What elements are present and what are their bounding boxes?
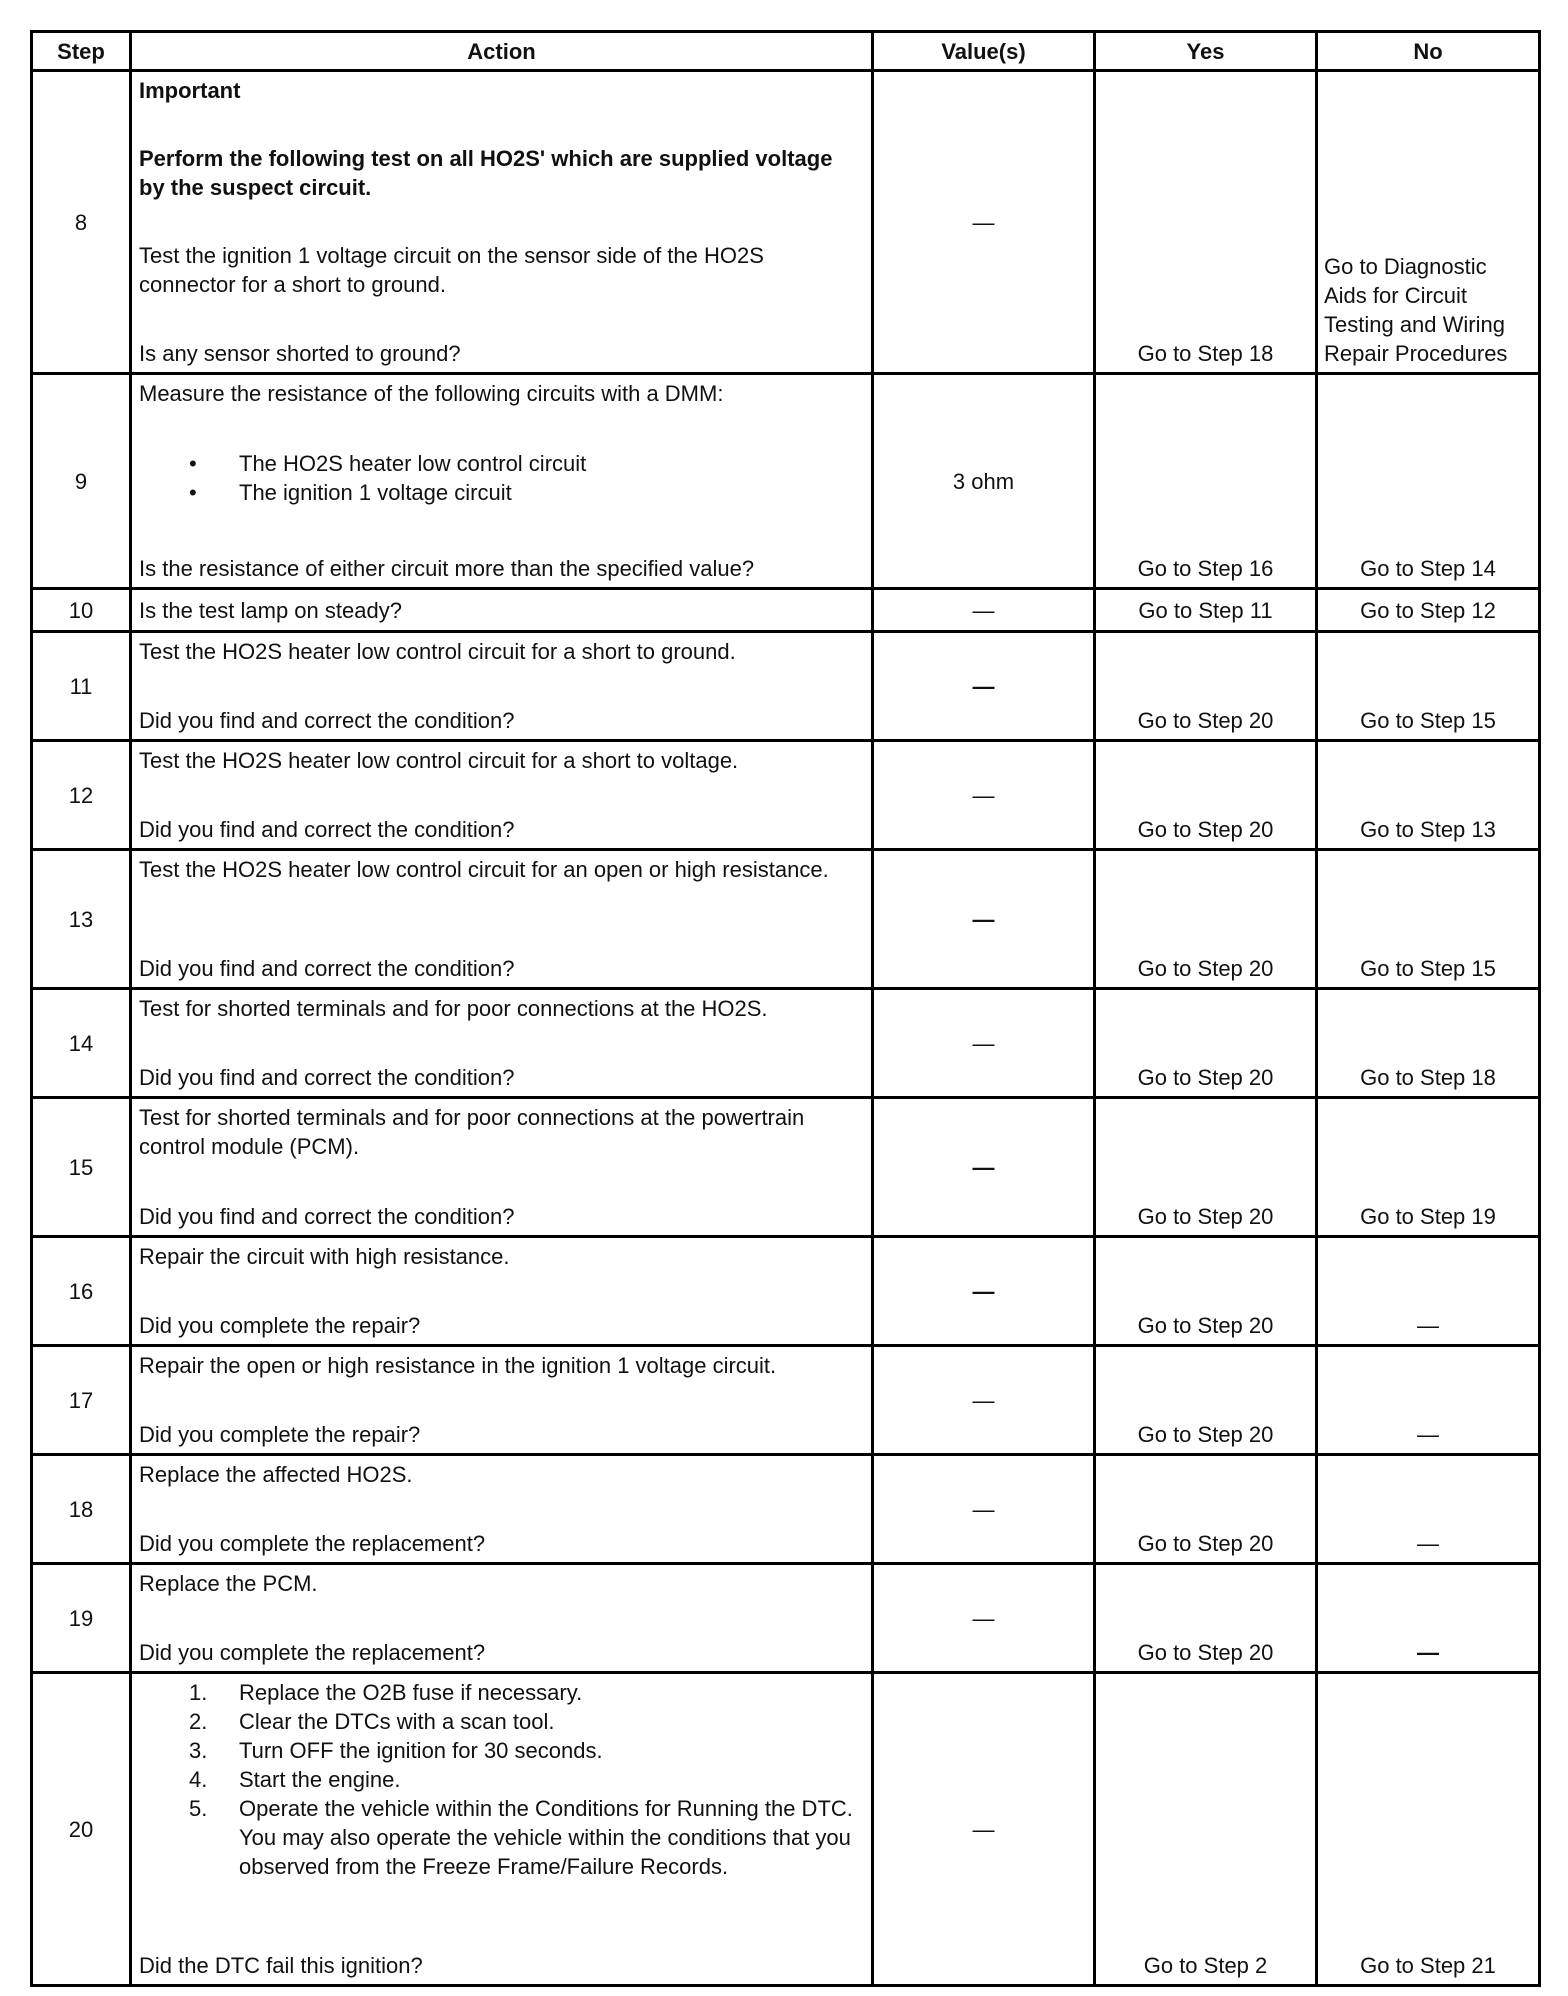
value-cell: —: [873, 589, 1095, 632]
action-instruction: Repair the circuit with high resistance.: [139, 1244, 510, 1269]
action-question: Is the test lamp on steady?: [139, 597, 402, 623]
yes-cell: Go to Step 20: [1095, 1455, 1317, 1564]
action-instruction: Test the HO2S heater low control circuit for a short to voltage.: [139, 748, 739, 773]
action-instruction: Test for shorted terminals and for poor connections at the powertrain control module (PCM).: [139, 1105, 805, 1159]
action-cell: [131, 589, 873, 632]
value-cell: —: [873, 1455, 1095, 1564]
step-number: 11: [32, 632, 131, 741]
no-cell: —: [1317, 1346, 1540, 1455]
action-cell: [131, 1237, 873, 1346]
step-number: 8: [32, 71, 131, 374]
no-cell: —: [1317, 1564, 1540, 1673]
yes-cell: Go to Step 20: [1095, 1346, 1317, 1455]
yes-cell: Go to Step 20: [1095, 1237, 1317, 1346]
no-cell: Go to Step 15: [1317, 632, 1540, 741]
yes-cell: Go to Step 20: [1095, 741, 1317, 850]
value-cell: —: [873, 1098, 1095, 1237]
no-cell: —: [1317, 1237, 1540, 1346]
important-note: Perform the following test on all HO2S' which are supplied voltage by the suspect circuit.: [139, 146, 833, 200]
list-item: • The HO2S heater low control circuit: [239, 449, 863, 478]
no-cell: —: [1317, 1455, 1540, 1564]
table-row: [32, 589, 1540, 632]
table-row: [32, 1564, 1540, 1673]
value-cell: —: [873, 632, 1095, 741]
value-cell: —: [873, 1673, 1095, 1986]
yes-cell: Go to Step 20: [1095, 1564, 1317, 1673]
step-number: 14: [32, 989, 131, 1098]
value-cell: —: [873, 1346, 1095, 1455]
list-item: 2. Clear the DTCs with a scan tool.: [189, 1709, 555, 1734]
table-row: [32, 71, 1540, 374]
list-item: 1. Replace the O2B fuse if necessary.: [189, 1680, 583, 1705]
yes-cell: Go to Step 20: [1095, 632, 1317, 741]
list-item: 4. Start the engine.: [189, 1767, 401, 1792]
table-row: [32, 1098, 1540, 1237]
no-cell: Go to Step 19: [1317, 1098, 1540, 1237]
no-cell: Go to Diagnostic Aids for Circuit Testing and Wiring Repair Procedures: [1317, 71, 1540, 374]
step-number: 20: [32, 1673, 131, 1986]
table-row: [32, 850, 1540, 989]
action-instruction: Test for shorted terminals and for poor connections at the HO2S.: [139, 996, 768, 1021]
action-question: Did you find and correct the condition?: [139, 1204, 515, 1229]
action-cell: [131, 1564, 873, 1673]
important-label: Important: [139, 78, 241, 103]
step-number: 15: [32, 1098, 131, 1237]
value-cell: —: [873, 1237, 1095, 1346]
action-cell: [131, 850, 873, 989]
action-instruction: Replace the affected HO2S.: [139, 1462, 413, 1487]
table-row: [32, 374, 1540, 589]
action-cell: [131, 632, 873, 741]
action-question: Did you find and correct the condition?: [139, 708, 515, 733]
action-question: Did you find and correct the condition?: [139, 1065, 515, 1090]
action-instruction: Test the ignition 1 voltage circuit on the sensor side of the HO2S connector for a short to ground.: [139, 243, 764, 297]
table-row: [32, 1237, 1540, 1346]
diagnostic-table: [30, 30, 1541, 1987]
value-cell: —: [873, 850, 1095, 989]
action-question: Is any sensor shorted to ground?: [139, 341, 461, 366]
value-cell: —: [873, 989, 1095, 1098]
step-number: 17: [32, 1346, 131, 1455]
table-row: [32, 1455, 1540, 1564]
no-cell: Go to Step 21: [1317, 1673, 1540, 1986]
action-question: Did you complete the repair?: [139, 1422, 421, 1447]
action-instruction: Replace the PCM.: [139, 1571, 318, 1596]
header-yes: Yes: [1095, 32, 1317, 71]
list-item: 3. Turn OFF the ignition for 30 seconds.: [189, 1738, 603, 1763]
step-number: 19: [32, 1564, 131, 1673]
header-action: Action: [131, 32, 873, 71]
yes-cell: Go to Step 11: [1095, 589, 1317, 632]
action-question: Did you find and correct the condition?: [139, 817, 515, 842]
step-number: 18: [32, 1455, 131, 1564]
header-no: No: [1317, 32, 1540, 71]
header-values: Value(s): [873, 32, 1095, 71]
yes-cell: Go to Step 18: [1095, 71, 1317, 374]
action-question: Did you complete the replacement?: [139, 1531, 486, 1556]
action-question: Did you complete the repair?: [139, 1313, 421, 1338]
action-cell: [131, 1455, 873, 1564]
list-item: 5. Operate the vehicle within the Conditions for Running the DTC. You may also operate the vehicle within the conditions that you observed from the Freeze Frame/Failure Records.: [189, 1796, 853, 1879]
action-instruction: Test the HO2S heater low control circuit for a short to ground.: [139, 639, 736, 664]
value-cell: —: [873, 71, 1095, 374]
action-instruction: Repair the open or high resistance in the ignition 1 voltage circuit.: [139, 1353, 777, 1378]
action-instruction: Test the HO2S heater low control circuit for an open or high resistance.: [139, 857, 829, 882]
table-row: [32, 1673, 1540, 1986]
action-cell: [131, 374, 873, 589]
no-cell: Go to Step 12: [1317, 589, 1540, 632]
action-cell: [131, 71, 873, 374]
no-cell: Go to Step 15: [1317, 850, 1540, 989]
action-question: Did the DTC fail this ignition?: [139, 1953, 423, 1978]
step-number: 16: [32, 1237, 131, 1346]
header-step: Step: [32, 32, 131, 71]
no-cell: Go to Step 13: [1317, 741, 1540, 850]
yes-cell: Go to Step 20: [1095, 850, 1317, 989]
yes-cell: Go to Step 2: [1095, 1673, 1317, 1986]
action-question: Did you complete the replacement?: [139, 1640, 486, 1665]
header-row: [32, 32, 1540, 71]
table-row: [32, 1346, 1540, 1455]
action-question: Did you find and correct the condition?: [139, 956, 515, 981]
table-row: [32, 632, 1540, 741]
numbered-list: [139, 1678, 863, 1881]
yes-cell: Go to Step 20: [1095, 989, 1317, 1098]
step-number: 12: [32, 741, 131, 850]
step-number: 13: [32, 850, 131, 989]
table-row: [32, 741, 1540, 850]
bullet-list: [139, 449, 863, 507]
step-number: 10: [32, 589, 131, 632]
step-number: 9: [32, 374, 131, 589]
table-row: [32, 989, 1540, 1098]
action-cell: [131, 989, 873, 1098]
no-cell: Go to Step 18: [1317, 989, 1540, 1098]
yes-cell: Go to Step 20: [1095, 1098, 1317, 1237]
action-cell: [131, 1673, 873, 1986]
list-item: • The ignition 1 voltage circuit: [239, 478, 863, 507]
action-cell: [131, 1098, 873, 1237]
action-cell: [131, 741, 873, 850]
action-question: Is the resistance of either circuit more than the specified value?: [139, 556, 755, 581]
value-cell: 3 ohm: [873, 374, 1095, 589]
action-cell: [131, 1346, 873, 1455]
value-cell: —: [873, 741, 1095, 850]
value-cell: —: [873, 1564, 1095, 1673]
yes-cell: Go to Step 16: [1095, 374, 1317, 589]
action-instruction: Measure the resistance of the following circuits with a DMM:: [139, 381, 724, 406]
no-cell: Go to Step 14: [1317, 374, 1540, 589]
